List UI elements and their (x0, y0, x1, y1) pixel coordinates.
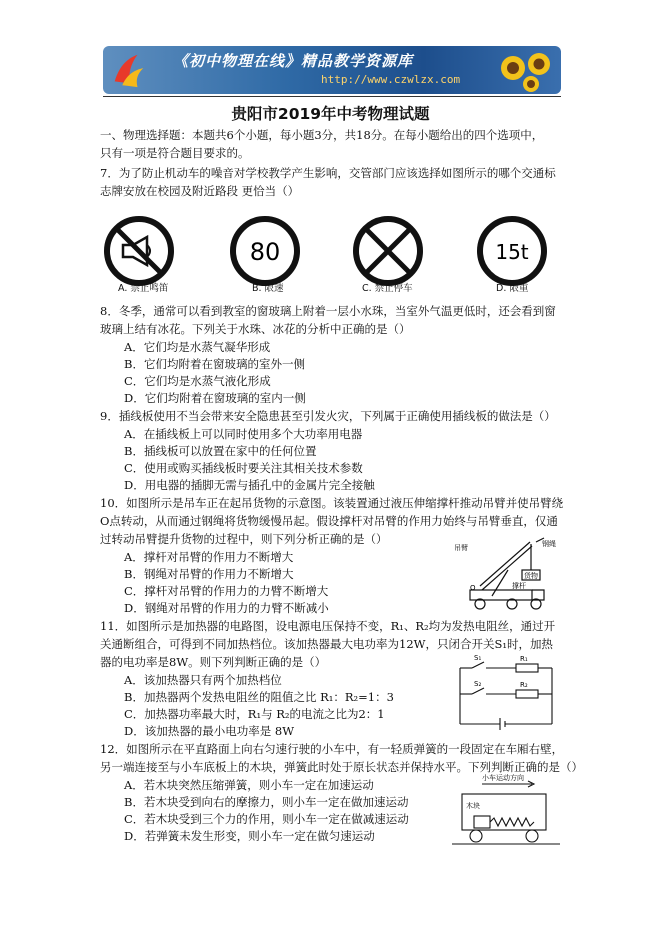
section-intro-line: 一、物理选择题：本题共6个小题，每小题3分，共18分。在每小题给出的四个选项中， (100, 128, 544, 142)
banner-url: http://www.czwlzx.com (321, 73, 461, 86)
sign-caption: D. 限重 (496, 283, 529, 294)
circuit-label-r2: R₂ (520, 681, 528, 689)
circuit-label-s1: S₁ (474, 654, 482, 662)
weight-limit-icon (476, 215, 548, 287)
crane-label-cargo: 货物 (524, 572, 538, 580)
svg-text:80: 80 (249, 238, 281, 266)
crane-label-strut: 撑杆 (512, 582, 526, 590)
q12-option: C．若木块受到三个力的作用，则小车一定在做减速运动 (124, 812, 409, 826)
q9-stem-line: 9．插线板使用不当会带来安全隐患甚至引发火灾，下列属于正确使用插线板的做法是（） (100, 409, 556, 423)
no-parking-icon (352, 215, 424, 287)
banner-title: 《初中物理在线》精品教学资源库 (173, 52, 414, 70)
circuit-label-s2: S₂ (474, 680, 482, 688)
q9-option: A．在插线板上可以同时使用多个大功率用电器 (124, 427, 363, 441)
q7-stem-line: 7．为了防止机动车的噪音对学校教学产生影响，交管部门应该选择如图所示的哪个交通标 (100, 166, 556, 180)
q8-stem-line: 玻璃上结有冰花。下列关于水珠、冰花的分析中正确的是（） (100, 322, 411, 336)
q10-option: B．钢绳对吊臂的作用力不断增大 (124, 567, 294, 581)
sign-caption: B. 限速 (252, 283, 284, 294)
q8-option: A．它们均是水蒸气凝华形成 (124, 340, 271, 354)
header-rule (103, 96, 561, 97)
section-intro-line: 只有一项是符合题目要求的。 (100, 146, 250, 160)
crane-label-arm: 吊臂 (454, 544, 468, 552)
q11-option: D．该加热器的最小电功率是 8W (124, 724, 295, 738)
crane-label-pivot: O (470, 584, 476, 592)
sign-caption: A. 禁止鸣笛 (118, 283, 169, 294)
q9-option: C．使用或购买插线板时要关注其相关技术参数 (124, 461, 363, 475)
crane-label-rope: 钢绳 (542, 540, 556, 548)
q10-option: A．撑杆对吊臂的作用力不断增大 (124, 550, 294, 564)
q8-option: B．它们均附着在窗玻璃的室外一侧 (124, 357, 305, 371)
q8-option: C．它们均是水蒸气液化形成 (124, 374, 271, 388)
q12-option: A．若木块突然压缩弹簧，则小车一定在加速运动 (124, 778, 374, 792)
q10-option: C．撑杆对吊臂的作用力的力臂不断增大 (124, 584, 329, 598)
q8-stem-line: 8．冬季，通常可以看到教室的窗玻璃上附着一层小水珠，当室外气温更低时，还会看到窗 (100, 304, 556, 318)
q8-option: D．它们均附着在窗玻璃的室内一侧 (124, 391, 306, 405)
q11-stem-line: 器的电功率是8W。则下列判断正确的是（） (100, 655, 327, 669)
q9-option: B．插线板可以放置在家中的任何位置 (124, 444, 317, 458)
q11-stem-line: 关通断组合，可得到不同加热档位。该加热器最大电功率为12W，只闭合开关S₁时，加热 (100, 637, 553, 651)
circuit-figure (452, 654, 560, 734)
q12-stem-line: 另一端连接至与小车底板上的木块，弹簧此时处于原长状态并保持水平。下列判断正确的是（） (100, 760, 583, 774)
cart-label-direction: 小车运动方向 (482, 774, 524, 782)
sunflower-icon (495, 48, 557, 92)
sign-caption: C. 禁止停车 (362, 283, 413, 294)
cart-figure (452, 770, 560, 850)
q11-option: A．该加热器只有两个加热档位 (124, 673, 282, 687)
q10-stem-line: 过转动吊臂提升货物的过程中，则下列分析正确的是（） (100, 532, 388, 546)
q10-stem-line: O点转动，从而通过钢绳将货物缓慢吊起。假设撑杆对吊臂的作用力始终与吊臂垂直，仅通 (100, 514, 558, 528)
q9-option: D．用电器的插脚无需与插孔中的金属片完全接触 (124, 478, 375, 492)
cart-label-block: 木块 (466, 802, 480, 810)
q11-stem-line: 11．如图所示是加热器的电路图，设电源电压保持不变，R₁、R₂均为发热电阻丝，通过开 (100, 619, 556, 633)
header-banner (103, 46, 561, 94)
q7-stem-line: 志牌安放在校园及附近路段 更恰当（） (100, 184, 300, 198)
svg-text:15t: 15t (495, 240, 529, 264)
speed-limit-icon (229, 215, 301, 287)
q11-option: C．加热器功率最大时，R₁与 R₂的电流之比为2：1 (124, 707, 385, 721)
q12-option: D．若弹簧未发生形变，则小车一定在做匀速运动 (124, 829, 375, 843)
q12-stem-line: 12．如图所示在平直路面上向右匀速行驶的小车中，有一轻质弹簧的一段固定在车厢右壁， (100, 742, 564, 756)
q11-option: B．加热器两个发热电阻丝的阻值之比 R₁：R₂=1：3 (124, 690, 394, 704)
no-horn-icon (103, 215, 175, 287)
circuit-label-r1: R₁ (520, 655, 528, 663)
q10-option: D．钢绳对吊臂的作用力的力臂不断减小 (124, 601, 329, 615)
crane-figure (452, 534, 560, 614)
q12-option: B．若木块受到向右的摩擦力，则小车一定在做加速运动 (124, 795, 409, 809)
page-title: 贵阳市2019年中考物理试题 (231, 105, 430, 123)
site-logo-icon (109, 51, 147, 89)
q10-stem-line: 10．如图所示是吊车正在起吊货物的示意图。该装置通过液压伸缩撑杆推动吊臂并使吊臂绕 (100, 496, 564, 510)
